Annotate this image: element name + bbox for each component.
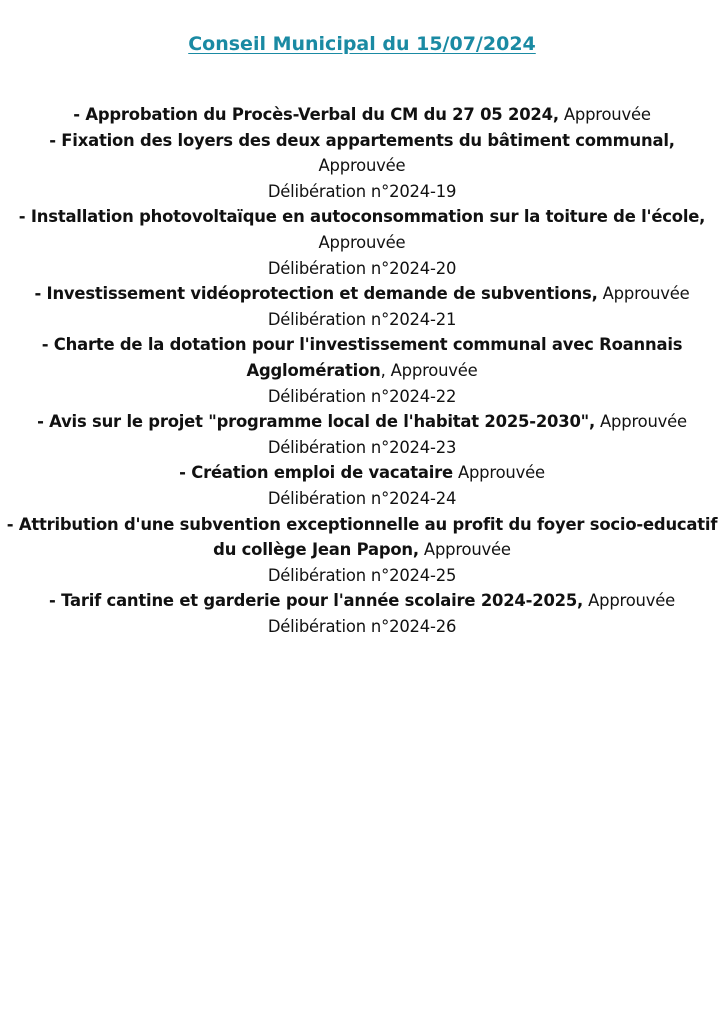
list-item — [0, 409, 724, 460]
list-item — [0, 332, 724, 409]
list-item — [0, 102, 724, 128]
item-status: Approuvée — [558, 105, 651, 124]
item-status: Approuvée — [452, 463, 545, 483]
item-deliberation: Délibération n°2024-22 — [267, 386, 457, 406]
item-status: Approuvée — [595, 412, 687, 432]
page-title: Conseil Municipal du 15/07/2024 — [188, 33, 536, 55]
item-status: Approuvée — [318, 232, 406, 252]
list-item — [0, 460, 724, 511]
item-label-continued: Agglomération — [246, 360, 381, 380]
item-deliberation: Délibération n°2024-20 — [267, 258, 457, 278]
item-deliberation: Délibération n°2024-19 — [267, 181, 457, 201]
list-item — [0, 588, 724, 639]
item-label: - Attribution d'une subvention exceptionnelle au profit du foyer socio-educatif — [6, 514, 718, 534]
item-label: - Investissement vidéoprotection et demande de subventions, — [34, 284, 598, 304]
item-status: , Approuvée — [380, 360, 478, 380]
list-item — [0, 512, 724, 589]
item-deliberation: Délibération n°2024-21 — [267, 309, 457, 329]
item-label: - Création emploi de vacataire — [179, 463, 453, 483]
item-status: Approuvée — [597, 284, 690, 304]
list-item — [0, 204, 724, 281]
item-deliberation: Délibération n°2024-26 — [267, 616, 457, 636]
item-label: - Tarif cantine et garderie pour l'année scolaire 2024-2025, — [48, 591, 584, 611]
item-status: Approuvée — [418, 540, 511, 560]
list-item — [0, 281, 724, 332]
item-label: - Approbation du Procès-Verbal du CM du 27 05 2024, — [73, 105, 559, 124]
item-label-continued: du collège Jean Papon, — [213, 540, 419, 560]
item-label: - Installation photovoltaïque en autoconsommation sur la toiture de l'école, — [18, 207, 706, 227]
item-label: - Charte de la dotation pour l'investissement communal avec Roannais — [41, 335, 683, 355]
list-item — [0, 128, 724, 205]
item-status: Approuvée — [583, 591, 675, 611]
item-status: Approuvée — [318, 156, 406, 176]
item-label: - Avis sur le projet "programme local de l'habitat 2025-2030", — [37, 412, 596, 432]
item-label: - Fixation des loyers des deux appartements du bâtiment communal, — [49, 130, 675, 150]
item-deliberation: Délibération n°2024-23 — [267, 437, 457, 457]
item-deliberation: Délibération n°2024-24 — [267, 488, 457, 508]
deliberation-list — [0, 102, 724, 639]
item-deliberation: Délibération n°2024-25 — [267, 565, 457, 585]
